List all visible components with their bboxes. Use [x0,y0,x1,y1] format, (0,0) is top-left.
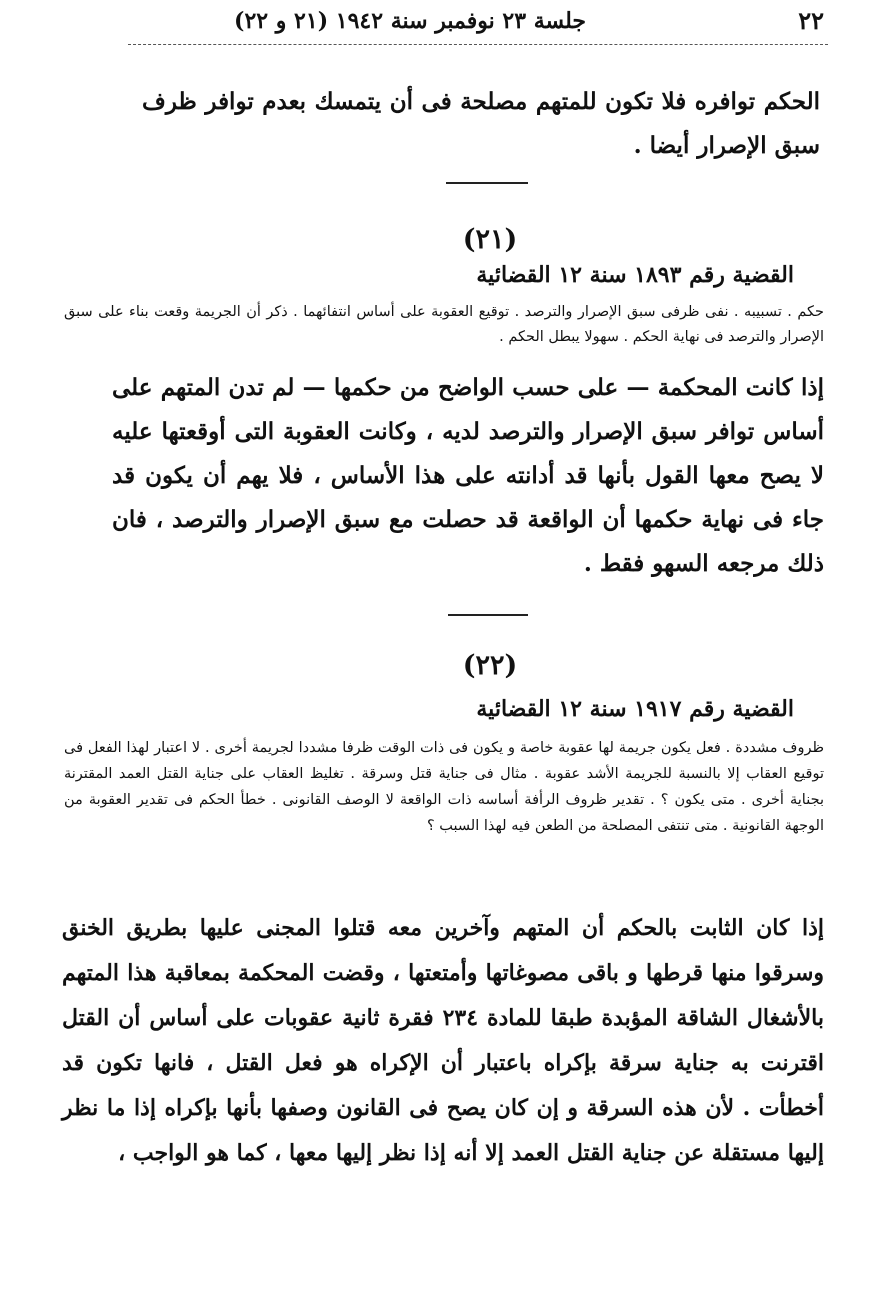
intro-paragraph: الحكم توافره فلا تكون للمتهم مصلحة فى أن يتمسك بعدم توافر ظرف سبق الإصرار أيضا . [142,88,820,159]
case-body: إذا كان الثابت بالحكم أن المتهم وآخرين معه قتلوا المجنى عليها بطريق الخنق وسرقوا منها قرطها و باقى مصوغاتها وأمتعتها ، وقضت المحكمة بمعاقبة هذا المتهم بالأشغال الشاقة المؤبدة طبقا للمادة ٢٣٤ فقرة ثانية عقوبات على أساس أن القتل اقترنت به جناية سرقة بإكراه باعتبار أن الإكراه هو فعل القتل ، فانها تكون قد أخطأت . لأن هذه السرقة و إن كان يصح فى القانون وصفها بأنها بإكراه إذا ما نظر إليها مستقلة عن جناية القتل العمد إلا أنه إذا نظر إليها معها ، كما هو الواجب ، [62,915,824,1166]
case-title: القضية رقم ١٩١٧ سنة ١٢ القضائية [476,696,794,722]
case-number: (٢٢) [462,650,518,681]
case-number: (٢١) [462,224,518,255]
section-divider [448,614,528,616]
case-summary: حكم . تسبيبه . نفى ظرفى سبق الإصرار والترصد . توقيع العقوبة على أساس انتفائهما . ذكر أن الجريمة وقعت بناء على سبق الإصرار والترصد فى نهاية الحكم . سهولا يبطل الحكم . [64,304,824,345]
section-divider [446,182,528,184]
page-header [0,4,886,40]
running-head: جلسة ٢٣ نوفمبر سنة ١٩٤٢ (٢١ و ٢٢) [234,8,586,34]
case-title: القضية رقم ١٨٩٣ سنة ١٢ القضائية [476,262,794,288]
page-number: ٢٢ [798,6,824,35]
case-body: إذا كانت المحكمة — على حسب الواضح من حكمها — لم تدن المتهم على أساس توافر سبق الإصرار والترصد لديه ، وكانت العقوبة التى أوقعتها عليه لا يصح معها القول بأنها قد أدانته على هذا الأساس ، فلا يهم أن يكون قد جاء فى نهاية حكمها أن الواقعة قد حصلت مع سبق الإصرار والترصد ، فان ذلك مرجعه السهو فقط . [112,374,824,577]
header-rule [128,44,828,45]
case-summary: ظروف مشددة . فعل يكون جريمة لها عقوبة خاصة و يكون فى ذات الوقت ظرفا مشددا لجريمة أخرى . لا اعتبار لهذا الفعل فى توقيع العقاب إلا بالنسبة للجريمة الأشد عقوبة . مثال فى جناية قتل وسرقة . تغليظ العقاب على جناية القتل العمد المقترنة بجناية أخرى . متى يكون ؟ . تقدير ظروف الرأفة أساسه ذات الواقعة لا الوصف القانونى . خطأ الحكم فى تقدير العقوبة من الوجهة القانونية . متى تنتفى المصلحة من الطعن فيه لهذا السبب ؟ [64,740,824,834]
